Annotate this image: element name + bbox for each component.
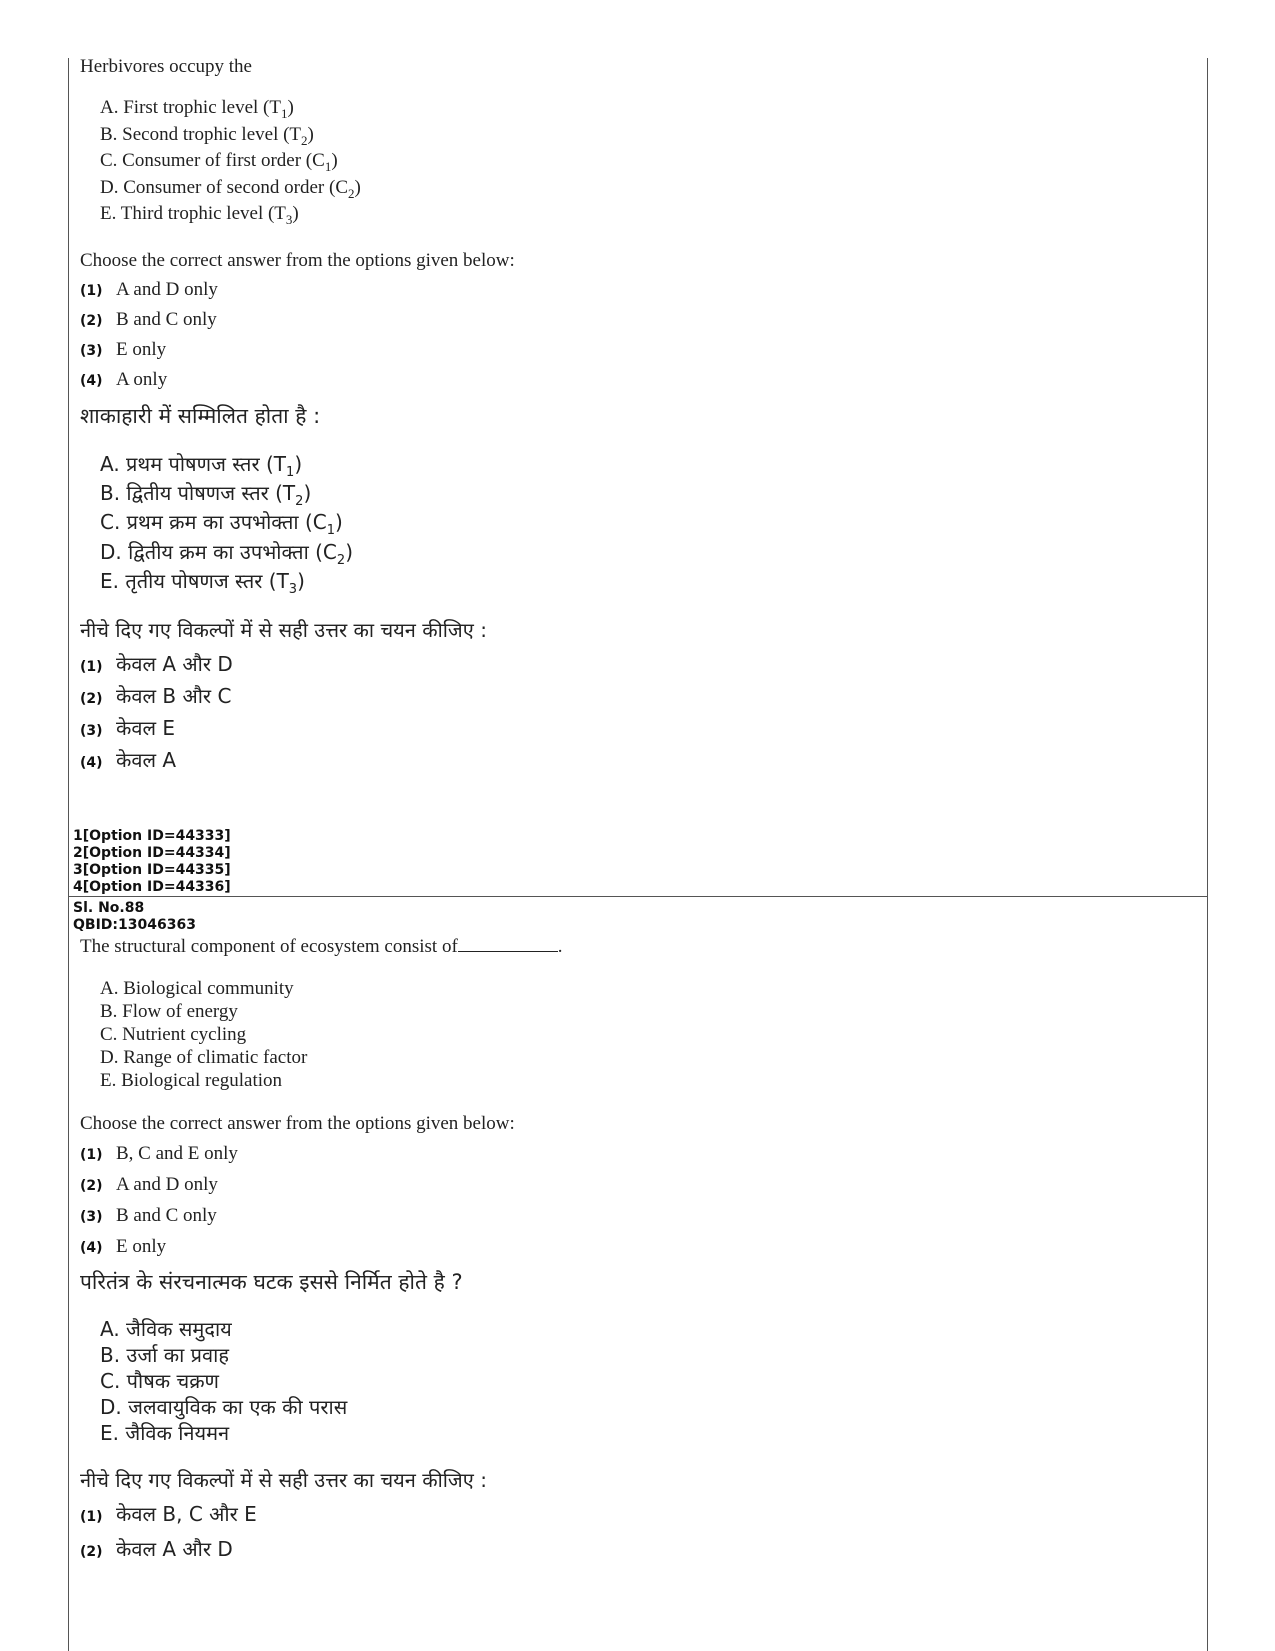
q87-option-en-2[interactable]: (2) B and C only	[80, 309, 217, 330]
q88-sl-no: Sl. No.88	[73, 900, 145, 916]
q88-choose-en: Choose the correct answer from the options given below:	[80, 1113, 515, 1134]
q87-item-en-e: E. Third trophic level $(T_3)$	[100, 203, 299, 227]
option-id-1: 1[Option ID=44333]	[73, 828, 231, 844]
q88-item-en-d: D. Range of climatic factor	[100, 1047, 308, 1068]
q88-header	[73, 900, 196, 934]
q87-item-hi-c: C. प्रथम क्रम का उपभोक्ता $(C_1)$	[100, 510, 343, 538]
q88-item-en-b: B. Flow of energy	[100, 1001, 238, 1022]
question-divider	[68, 896, 1208, 897]
q88-item-en-e: E. Biological regulation	[100, 1070, 283, 1091]
q88-option-en-1[interactable]: (1) B, C and E only	[80, 1143, 238, 1164]
q88-item-hi-c: C. पौषक चक्रण	[100, 1369, 220, 1393]
q88-option-en-3[interactable]: (3) B and C only	[80, 1205, 217, 1226]
q87-stem-hi: शाकाहारी में सम्मिलित होता है :	[80, 404, 321, 428]
q87-option-en-1[interactable]: (1) A and D only	[80, 279, 218, 300]
q88-item-en-a: A. Biological community	[100, 978, 294, 999]
q87-item-hi-e: E. तृतीय पोषणज स्तर $(T_3)$	[100, 569, 305, 597]
q88-qbid: QBID:13046363	[73, 917, 196, 933]
q87-stem-en: Herbivores occupy the	[80, 56, 252, 77]
option-id-3: 3[Option ID=44335]	[73, 862, 231, 878]
q87-item-hi-a: A. प्रथम पोषणज स्तर $(T_1)$	[100, 452, 303, 480]
q87-option-hi-4[interactable]: (4) केवल A	[80, 748, 177, 772]
q87-option-en-4[interactable]: (4) A only	[80, 369, 168, 390]
q88-stem-en: The structural component of ecosystem consist of .	[80, 936, 563, 957]
q88-choose-hi: नीचे दिए गए विकल्पों में से सही उत्तर का चयन कीजिए :	[80, 1468, 487, 1492]
q87-item-en-c: C. Consumer of first order $(C_1)$	[100, 150, 338, 174]
q87-choose-hi: नीचे दिए गए विकल्पों में से सही उत्तर का चयन कीजिए :	[80, 618, 487, 642]
q88-item-hi-e: E. जैविक नियमन	[100, 1421, 230, 1445]
q87-item-hi-d: D. द्वितीय क्रम का उपभोक्ता $(C_2)$	[100, 540, 353, 568]
q87-item-en-d: D. Consumer of second order $(C_2)$	[100, 177, 361, 201]
q87-item-hi-b: B. द्वितीय पोषणज स्तर $(T_2)$	[100, 481, 312, 509]
option-id-2: 2[Option ID=44334]	[73, 845, 231, 861]
q87-option-hi-2[interactable]: (2) केवल B और C	[80, 684, 232, 708]
q87-option-hi-3[interactable]: (3) केवल E	[80, 716, 176, 740]
q88-item-hi-a: A. जैविक समुदाय	[100, 1317, 232, 1341]
q87-option-hi-1[interactable]: (1) केवल A और D	[80, 652, 233, 676]
option-id-4: 4[Option ID=44336]	[73, 879, 231, 895]
answer-blank	[458, 937, 558, 952]
q88-item-hi-b: B. उर्जा का प्रवाह	[100, 1343, 229, 1367]
q87-option-ids	[73, 828, 231, 896]
q88-stem-hi: परितंत्र के संरचनात्मक घटक इससे निर्मित होते है ?	[80, 1270, 463, 1294]
q88-item-en-c: C. Nutrient cycling	[100, 1024, 247, 1045]
q88-item-hi-d: D. जलवायुविक का एक की परास	[100, 1395, 348, 1419]
q87-option-en-3[interactable]: (3) E only	[80, 339, 167, 360]
q88-option-en-4[interactable]: (4) E only	[80, 1236, 167, 1257]
q88-option-en-2[interactable]: (2) A and D only	[80, 1174, 218, 1195]
q87-item-en-b: B. Second trophic level $(T_2)$	[100, 124, 314, 148]
q87-choose-en: Choose the correct answer from the options given below:	[80, 250, 515, 271]
q88-option-hi-1[interactable]: (1) केवल B, C और E	[80, 1502, 257, 1526]
q87-item-en-a: A. First trophic level $(T_1)$	[100, 97, 294, 121]
q88-option-hi-2[interactable]: (2) केवल A और D	[80, 1537, 233, 1561]
